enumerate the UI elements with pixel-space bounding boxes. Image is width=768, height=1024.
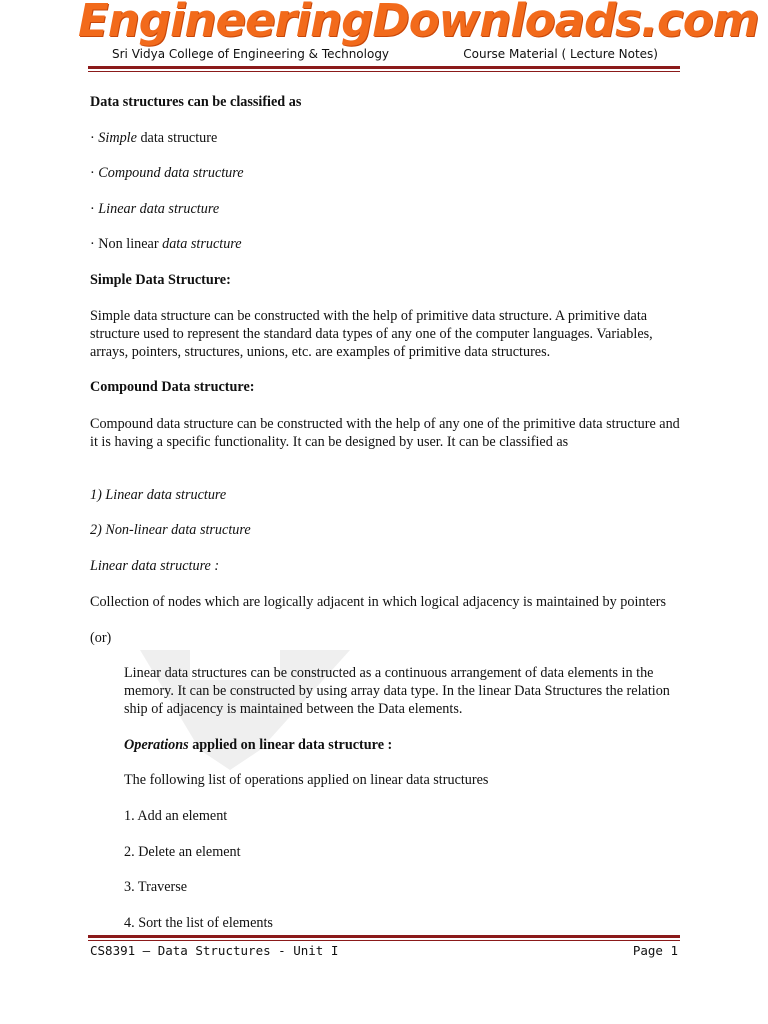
- compound-list-item: 2) Non-linear data structure: [90, 522, 251, 538]
- simple-heading: Simple Data Structure:: [90, 272, 231, 288]
- bullet-nonlinear: · Non linear data structure: [90, 236, 242, 252]
- operation-item: 3. Traverse: [124, 879, 188, 895]
- header-institution: Sri Vidya College of Engineering & Technology: [112, 47, 390, 61]
- or-text: (or): [90, 630, 112, 646]
- footer-rule-thick: [88, 935, 680, 938]
- operations-intro: The following list of operations applied on linear data structures: [124, 772, 489, 788]
- page-footer: [90, 943, 678, 961]
- compound-heading: Compound Data structure:: [90, 379, 255, 395]
- header-material: Course Material ( Lecture Notes): [463, 47, 658, 61]
- compound-list-item: 1) Linear data structure: [90, 487, 227, 503]
- page-header: [112, 47, 658, 65]
- linear-paragraph: Collection of nodes which are logically adjacent in which logical adjacency is maintained by pointers: [90, 594, 666, 610]
- classified-heading: Data structures can be classified as: [90, 94, 302, 110]
- linear-heading: Linear data structure :: [90, 558, 220, 574]
- linear-paragraph-2: Linear data structures can be constructed as a continuous arrangement of data elements in the memory. It can be constructed by using array data type. In the linear Data Structures the relation ship of adjacency is maintained between the Data elements.: [124, 665, 670, 717]
- header-rule-thick: [88, 66, 680, 69]
- simple-paragraph: Simple data structure can be constructed with the help of primitive data structure. A primitive data structure used to represent the standard data types of any one of the computer languages. Variables, arrays, pointers, structures, unions, etc. are examples of primitive data structures.: [90, 308, 653, 360]
- operation-item: 1. Add an element: [124, 808, 228, 824]
- compound-paragraph: Compound data structure can be constructed with the help of any one of the primitive data structure and it is having a specific functionality. It can be designed by user. It can be classified as: [90, 416, 680, 450]
- bullet-compound: · Compound data structure: [90, 165, 244, 181]
- operations-heading: Operations applied on linear data structure :: [124, 737, 393, 753]
- footer-course: CS8391 – Data Structures - Unit I: [90, 943, 339, 958]
- bullet-linear: · Linear data structure: [90, 201, 220, 217]
- site-watermark-logo: EngineeringDownloads.com: [78, 0, 759, 47]
- header-rule-thin: [88, 71, 680, 72]
- bullet-simple: · Simple data structure: [90, 130, 218, 146]
- operation-item: 2. Delete an element: [124, 844, 241, 860]
- operation-item: 4. Sort the list of elements: [124, 915, 273, 931]
- footer-page-number: Page 1: [632, 943, 678, 958]
- footer-rule-thin: [88, 940, 680, 941]
